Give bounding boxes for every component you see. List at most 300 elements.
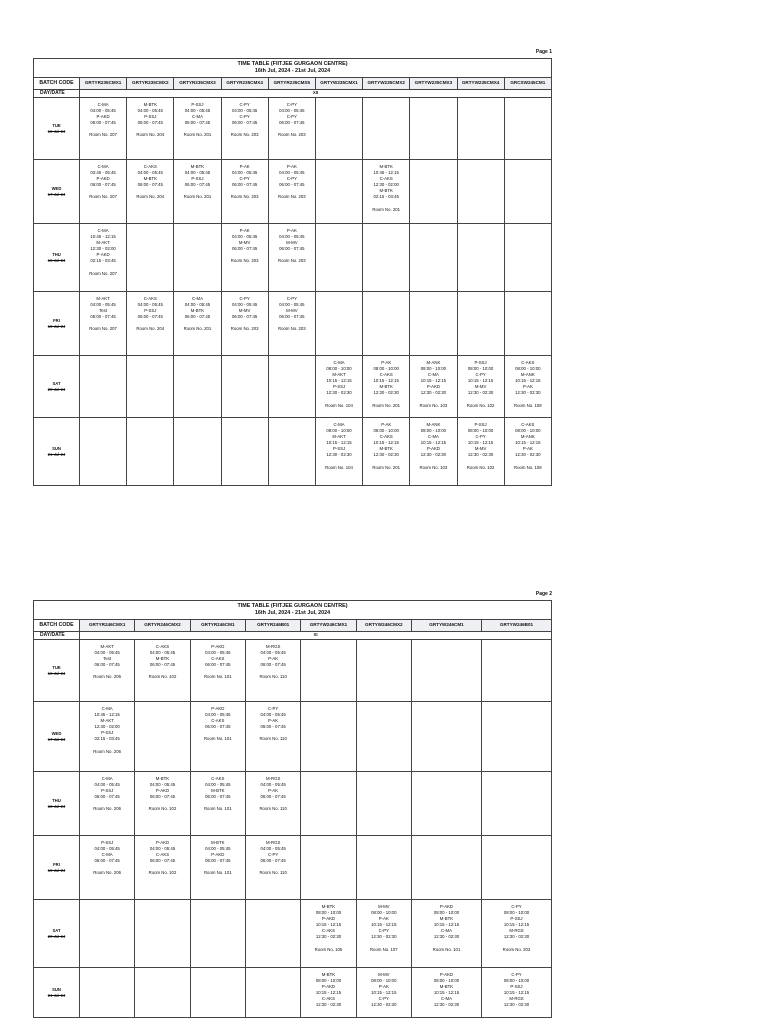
time-slot: 02:15 - 03:45 [90, 258, 116, 264]
time-slot: 04:00 - 05:45 [231, 170, 258, 176]
empty-cell [457, 160, 504, 224]
batch-column-header: GRTYR235CMX5 [268, 78, 315, 90]
day-date: 21-Jul-24 [47, 451, 66, 457]
time-slot: 06:00 - 07:45 [231, 182, 258, 188]
time-slot: 04:00 - 05:45 [149, 846, 176, 852]
room-number: Room No. 207 [89, 194, 117, 200]
empty-cell [410, 292, 457, 356]
batch-code-header: BATCH CODE [34, 620, 80, 632]
schedule-cell [504, 418, 551, 486]
empty-cell [363, 98, 410, 160]
time-slot: 08:00 - 10:00 [373, 428, 399, 434]
schedule-cell [504, 356, 551, 418]
time-slot: 10:45 - 12:15 [90, 234, 116, 240]
time-slot: 06:00 - 07:45 [90, 314, 116, 320]
time-slot: 04:00 - 05:45 [137, 170, 163, 176]
room-number: Room No. 101 [203, 806, 232, 812]
room-number: Room No. 103 [419, 464, 448, 470]
day-name: SUN [52, 986, 61, 992]
subject-teacher: C-MA [427, 372, 439, 378]
subject-teacher: M-BTK [190, 308, 205, 314]
day-date-cell [34, 224, 80, 292]
subject-teacher: P-AK [522, 446, 533, 452]
time-slot: 04:00 - 05:45 [137, 108, 163, 114]
time-slot: 10:15 - 12:15 [503, 990, 530, 996]
room-number: Room No. 207 [89, 270, 117, 276]
day-row [34, 640, 552, 702]
empty-cell [135, 968, 190, 1018]
room-number: Room No. 201 [372, 402, 401, 408]
subject-teacher: C-PY [268, 706, 279, 711]
subject-teacher: C-MA [333, 360, 345, 365]
time-slot: 04:00 - 05:45 [90, 108, 116, 114]
schedule-cell [80, 98, 127, 160]
schedule-cell [363, 356, 410, 418]
empty-cell [135, 900, 190, 968]
batch-column-header: GRTYR246CMX1 [80, 620, 135, 632]
empty-cell [411, 836, 481, 900]
day-date: 18-Jul-24 [47, 257, 66, 263]
time-slot: 12:30 - 02:30 [433, 934, 460, 940]
time-slot: 08:00 - 10:00 [315, 910, 342, 916]
day-row [34, 292, 552, 356]
subject-teacher: C-PY [286, 176, 297, 182]
schedule-cell [315, 356, 362, 418]
subject-teacher: C-PY [286, 296, 297, 301]
room-number: Room No. 201 [372, 464, 401, 470]
time-slot: 12:30 - 02:30 [503, 934, 530, 940]
empty-cell [457, 98, 504, 160]
day-date: 18-Jul-24 [47, 803, 66, 809]
time-slot: 08:00 - 10:00 [326, 428, 352, 434]
schedule-cell [301, 968, 356, 1018]
room-number: Room No. 203 [277, 258, 306, 264]
subject-teacher: P-AKD [211, 706, 225, 711]
time-slot: 06:00 - 07:45 [94, 858, 120, 864]
room-number: Room No. 201 [183, 194, 212, 200]
schedule-cell [411, 968, 481, 1018]
subject-teacher: M-ANK [426, 422, 441, 427]
subject-teacher: M-BTK [211, 788, 225, 794]
schedule-cell [135, 836, 190, 900]
room-number: Room No. 206 [93, 748, 122, 754]
time-slot: 08:00 - 10:00 [373, 366, 399, 372]
empty-cell [356, 702, 411, 772]
subject-teacher: P-SSJ [474, 422, 487, 427]
subject-teacher: M-BTK [155, 776, 170, 781]
day-row [34, 224, 552, 292]
subject-teacher: M-ANK [520, 434, 535, 440]
time-slot: 12:30 - 02:30 [315, 934, 342, 940]
time-slot: 12:30 - 02:00 [90, 246, 116, 252]
empty-cell [221, 418, 268, 486]
subject-teacher: C-AKS [521, 360, 535, 365]
time-slot: 10:15 - 12:15 [373, 378, 399, 384]
room-number: Room No. 102 [148, 806, 177, 812]
room-number: Room No. 207 [89, 132, 117, 138]
time-slot: 12:30 - 02:00 [94, 724, 120, 730]
subject-teacher: P-AK [522, 384, 533, 390]
day-name: THU [52, 797, 61, 803]
subject-teacher: P-SSJ [510, 916, 523, 922]
subject-teacher: C-PY [239, 114, 250, 120]
time-slot: 04:00 - 05:45 [279, 234, 305, 240]
empty-cell [301, 640, 356, 702]
subject-teacher: M-MV [378, 972, 390, 977]
subject-teacher: C-MA [97, 164, 109, 169]
empty-cell [174, 356, 221, 418]
day-name: WED [51, 185, 62, 191]
subject-teacher: P-AKD [96, 176, 110, 182]
time-slot: 06:00 - 07:45 [149, 858, 176, 864]
page-number: Page 2 [535, 591, 552, 597]
empty-cell [301, 836, 356, 900]
room-number: Room No. 101 [203, 870, 232, 876]
subject-teacher: P-AKD [96, 252, 110, 258]
schedule-cell [315, 418, 362, 486]
timetable-body [34, 98, 552, 486]
time-slot: 10:15 - 12:15 [315, 922, 342, 928]
time-slot: 04:00 - 05:45 [260, 782, 286, 788]
room-number: Room No. 104 [325, 402, 353, 408]
timetable-title-block [34, 59, 552, 78]
batch-column-header: GRTYW235CMX2 [363, 78, 410, 90]
empty-cell [174, 418, 221, 486]
batch-column-header: GRTYR246CM1 [190, 620, 245, 632]
room-number: Room No. 207 [89, 326, 117, 332]
room-number: Room No. 101 [203, 674, 232, 680]
empty-cell [481, 836, 551, 900]
time-slot: 04:00 - 05:45 [260, 712, 286, 718]
time-slot: 08:00 - 10:00 [315, 978, 342, 984]
subject-teacher: M-BTK [379, 188, 393, 194]
subject-teacher: P-AK [268, 656, 279, 662]
schedule-cell [127, 160, 174, 224]
subject-teacher: M-MV [474, 446, 487, 452]
batch-code-header: BATCH CODE [34, 78, 80, 90]
day-date: 16-Jul-24 [47, 128, 66, 134]
empty-cell [135, 702, 190, 772]
time-slot: 04:00 - 05:45 [279, 108, 305, 114]
time-slot: 03:45 - 05:45 [90, 170, 116, 176]
time-slot: 10:15 - 12:15 [326, 440, 352, 446]
subject-teacher: M-AKT [332, 434, 346, 440]
room-number: Room No. 102 [148, 870, 177, 876]
time-slot: 06:00 - 07:45 [149, 794, 176, 800]
schedule-cell [245, 772, 300, 836]
batch-column-header: GRTYW246B01 [481, 620, 551, 632]
subject-teacher: C-PY [268, 852, 279, 858]
time-slot: 12:30 - 02:30 [373, 452, 399, 458]
schedule-cell [268, 160, 315, 224]
empty-cell [504, 292, 551, 356]
time-slot: 10:15 - 12:15 [433, 990, 460, 996]
subject-teacher: M-ANK [520, 372, 535, 378]
empty-cell [504, 160, 551, 224]
empty-cell [315, 292, 362, 356]
subject-teacher: M-RGS [265, 644, 281, 649]
schedule-cell [245, 702, 300, 772]
subject-teacher: M-BTK [143, 176, 157, 182]
subject-teacher: P-SSJ [191, 176, 204, 182]
subject-teacher: C-MA [101, 852, 113, 858]
subject-teacher: M-BTK [379, 384, 393, 390]
time-slot: 06:00 - 07:45 [279, 182, 305, 188]
subject-teacher: P-AK [378, 984, 389, 990]
empty-cell [80, 968, 135, 1018]
schedule-cell [481, 968, 551, 1018]
empty-cell [356, 836, 411, 900]
time-slot: 06:00 - 07:45 [90, 182, 116, 188]
empty-cell [268, 418, 315, 486]
subject-teacher: C-PY [511, 972, 522, 977]
day-row [34, 98, 552, 160]
room-number: Room No. 206 [93, 674, 122, 680]
empty-cell [127, 418, 174, 486]
batch-column-header: GRTYW235CMX1 [315, 78, 362, 90]
time-slot: 12:30 - 02:30 [315, 1002, 342, 1008]
schedule-cell [457, 356, 504, 418]
subject-teacher: C-MA [101, 706, 113, 711]
room-number: Room No. 203 [230, 258, 259, 264]
timetable-title: TIME TABLE (FIITJEE GURGAON CENTRE) [237, 603, 348, 609]
subject-teacher: Test [99, 308, 108, 314]
batch-column-header: GRTYW246CM1 [411, 620, 481, 632]
day-date: 19-Jul-24 [47, 867, 66, 873]
empty-cell [363, 292, 410, 356]
room-number: Room No. 110 [259, 806, 287, 812]
empty-cell [315, 160, 362, 224]
day-date-header: DAY/DATE [34, 632, 80, 640]
schedule-cell [268, 224, 315, 292]
day-name: TUE [52, 664, 61, 670]
time-slot: 08:00 - 10:00 [503, 978, 530, 984]
schedule-cell [80, 640, 135, 702]
subject-teacher: P-AK [239, 164, 250, 169]
day-name: WED [51, 730, 62, 736]
room-number: Room No. 203 [230, 132, 259, 138]
time-slot: 12:30 - 02:30 [515, 390, 541, 396]
subject-teacher: M-BTK [379, 446, 393, 452]
day-name: SAT [52, 380, 61, 386]
batch-column-header: GRTYR246B01 [245, 620, 300, 632]
subject-teacher: M-RGS [509, 996, 524, 1002]
day-date-cell [34, 160, 80, 224]
time-slot: 06:00 - 07:45 [231, 314, 258, 320]
subject-teacher: C-AKS [211, 656, 225, 662]
time-slot: 08:00 - 10:00 [433, 910, 460, 916]
day-date: 21-Jul-24 [47, 992, 66, 998]
room-number: Room No. 108 [513, 464, 542, 470]
schedule-cell [80, 836, 135, 900]
room-number: Room No. 105 [314, 946, 343, 952]
schedule-cell [80, 160, 127, 224]
timetable-grid [33, 600, 552, 1018]
subject-teacher: C-AKS [143, 296, 157, 301]
time-slot: 04:00 - 05:45 [184, 170, 211, 176]
subject-teacher: P-AKD [155, 840, 170, 845]
day-date-cell [34, 98, 80, 160]
date-range: 16th Jul, 2024 - 21st Jul, 2024 [254, 610, 331, 616]
time-slot: 08:00 - 10:00 [433, 978, 460, 984]
subject-teacher: P-AKD [155, 788, 170, 794]
batch-column-header: GRTYR235CMX1 [80, 78, 127, 90]
time-slot: 08:00 - 10:00 [420, 428, 447, 434]
empty-cell [411, 772, 481, 836]
time-slot: 04:00 - 05:45 [184, 302, 211, 308]
time-slot: 06:00 - 07:45 [205, 724, 231, 730]
day-row [34, 968, 552, 1018]
subject-teacher: C-AKS [211, 718, 225, 724]
day-date-cell [34, 836, 80, 900]
batch-column-header: GRCSW245CM1 [504, 78, 551, 90]
room-number: Room No. 203 [277, 326, 306, 332]
time-slot: 04:00 - 05:45 [137, 302, 163, 308]
schedule-cell [221, 224, 268, 292]
time-slot: 08:00 - 10:00 [326, 366, 352, 372]
time-slot: 04:00 - 05:45 [94, 650, 120, 656]
subject-teacher: M-AKT [332, 372, 346, 378]
subject-teacher: C-MA [101, 776, 113, 781]
empty-cell [481, 772, 551, 836]
subject-teacher: C-MA [333, 422, 345, 427]
schedule-cell [80, 292, 127, 356]
subject-teacher: C-PY [286, 102, 297, 107]
time-slot: 04:00 - 05:45 [279, 170, 305, 176]
day-row [34, 702, 552, 772]
time-slot: 04:00 - 05:45 [94, 846, 120, 852]
time-slot: 12:30 - 02:30 [371, 934, 397, 940]
subject-teacher: P-AKD [321, 916, 336, 922]
room-number: Room No. 204 [136, 132, 165, 138]
time-slot: 04:00 - 05:45 [184, 108, 211, 114]
day-date-cell [34, 356, 80, 418]
day-row [34, 356, 552, 418]
schedule-cell [190, 772, 245, 836]
day-name: THU [52, 251, 61, 257]
room-number: Room No. 206 [93, 806, 122, 812]
time-slot: 06:00 - 07:45 [94, 794, 120, 800]
subject-teacher: P-SSJ [144, 308, 157, 314]
empty-cell [174, 224, 221, 292]
subject-teacher: P-SSJ [101, 788, 114, 794]
day-row [34, 900, 552, 968]
time-slot: 12:30 - 02:00 [373, 182, 399, 188]
subject-teacher: M-MV [474, 384, 487, 390]
room-number: Room No. 203 [230, 326, 259, 332]
time-slot: 10:15 - 12:15 [371, 990, 397, 996]
time-slot: 06:00 - 07:45 [137, 182, 163, 188]
subject-teacher: Test [103, 656, 112, 662]
subject-teacher: C-MA [427, 434, 439, 440]
room-number: Room No. 107 [369, 946, 398, 952]
time-slot: 06:00 - 07:45 [260, 662, 286, 668]
subject-teacher: C-AKS [211, 776, 225, 781]
time-slot: 04:00 - 05:45 [90, 302, 116, 308]
time-slot: 06:00 - 07:45 [184, 120, 211, 126]
subject-teacher: M-MV [378, 904, 390, 909]
time-slot: 06:00 - 07:45 [205, 794, 231, 800]
room-number: Room No. 201 [183, 132, 212, 138]
batch-column-header: GRTYW246CMX1 [301, 620, 356, 632]
room-number: Room No. 103 [419, 402, 448, 408]
time-slot: 04:00 - 05:45 [149, 650, 176, 656]
subject-teacher: C-MA [97, 228, 109, 233]
empty-cell [356, 772, 411, 836]
subject-teacher: C-AKS [379, 372, 393, 378]
time-slot: 10:15 - 12:15 [420, 378, 447, 384]
empty-cell [190, 968, 245, 1018]
timetable-grid [33, 58, 552, 486]
time-slot: 10:15 - 12:15 [420, 440, 447, 446]
schedule-cell [356, 968, 411, 1018]
subject-teacher: M-RGS [509, 928, 524, 934]
subject-teacher: C-PY [239, 176, 250, 182]
room-number: Room No. 206 [93, 870, 122, 876]
day-date: 20-Jul-24 [47, 386, 66, 392]
header-row [34, 620, 552, 632]
class-label: XI [80, 632, 552, 640]
time-slot: 04:00 - 05:45 [205, 846, 231, 852]
timetable-title: TIME TABLE (FIITJEE GURGAON CENTRE) [237, 61, 348, 67]
subject-teacher: P-AKD [211, 852, 225, 858]
day-date-cell [34, 968, 80, 1018]
subject-teacher: C-PY [511, 904, 522, 909]
time-slot: 10:45 - 12:15 [373, 170, 399, 176]
time-slot: 12:30 - 02:30 [326, 390, 352, 396]
schedule-cell [127, 292, 174, 356]
time-slot: 10:15 - 12:15 [373, 440, 399, 446]
time-slot: 12:30 - 02:30 [420, 390, 447, 396]
subject-teacher: C-AKS [379, 176, 393, 182]
room-number: Room No. 102 [148, 674, 177, 680]
subject-teacher: C-AKS [155, 852, 170, 858]
time-slot: 04:00 - 05:45 [231, 302, 258, 308]
time-slot: 06:00 - 07:45 [260, 858, 286, 864]
subject-teacher: P-AK [268, 788, 279, 794]
batch-column-header: GRTYW235CMX4 [457, 78, 504, 90]
subject-teacher: P-AKD [439, 972, 454, 977]
batch-column-header: GRTYW235CMX3 [410, 78, 457, 90]
subject-teacher: P-SSJ [144, 114, 157, 120]
time-slot: 10:15 - 12:15 [515, 378, 541, 384]
day-date-header: DAY/DATE [34, 90, 80, 98]
time-slot: 06:00 - 07:45 [137, 120, 163, 126]
subject-teacher: C-PY [286, 114, 297, 120]
empty-cell [127, 356, 174, 418]
subject-teacher: M-BTK [190, 164, 205, 169]
empty-cell [457, 292, 504, 356]
room-number: Room No. 102 [466, 464, 495, 470]
empty-cell [410, 160, 457, 224]
time-slot: 08:00 - 10:00 [467, 366, 494, 372]
schedule-cell [268, 98, 315, 160]
empty-cell [127, 224, 174, 292]
schedule-cell [411, 900, 481, 968]
time-slot: 02:15 - 03:45 [373, 194, 399, 200]
time-slot: 04:00 - 05:45 [260, 846, 286, 852]
day-name: TUE [52, 122, 61, 128]
empty-cell [410, 98, 457, 160]
time-slot: 10:15 - 12:15 [503, 922, 530, 928]
page-number: Page 1 [535, 49, 552, 55]
subject-teacher: P-AK [239, 228, 250, 233]
time-slot: 04:00 - 05:45 [231, 108, 258, 114]
time-slot: 08:00 - 10:00 [515, 428, 541, 434]
room-number: Room No. 101 [203, 736, 232, 742]
schedule-cell [481, 900, 551, 968]
schedule-cell [135, 772, 190, 836]
